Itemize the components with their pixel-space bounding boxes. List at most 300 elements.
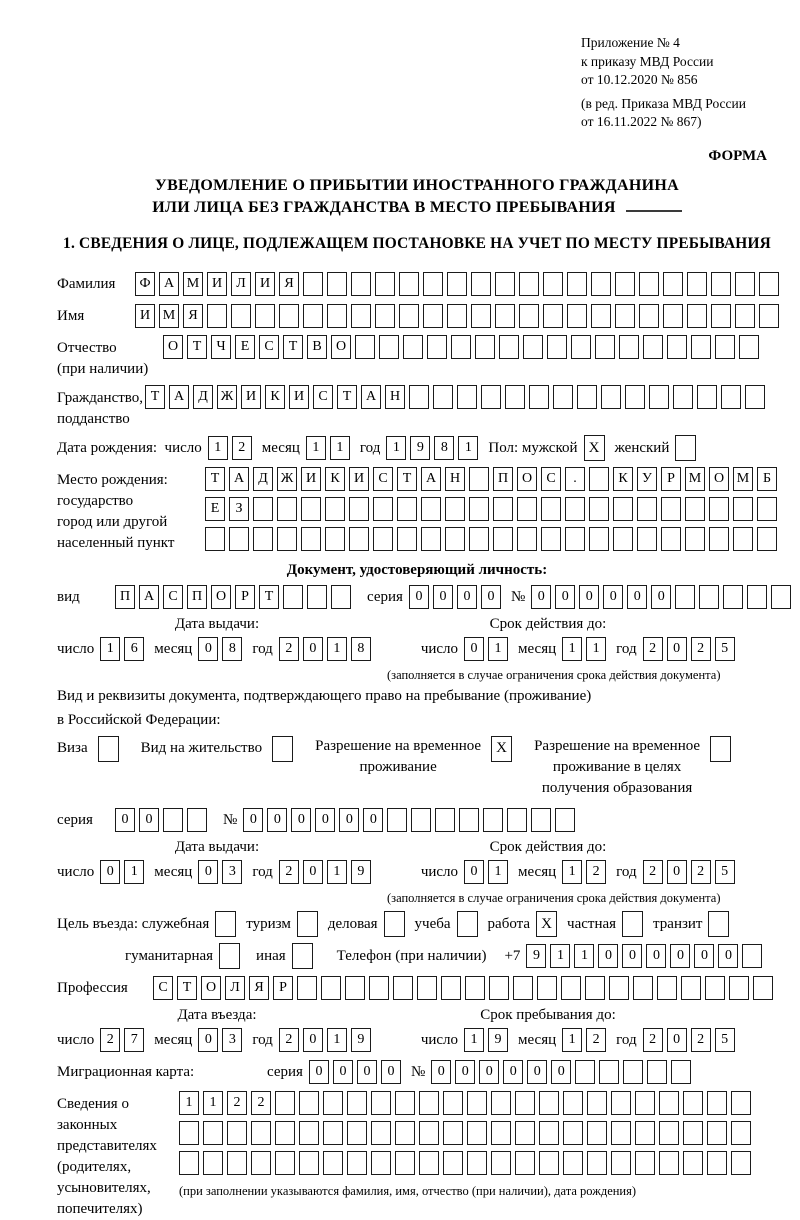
char-cell[interactable] — [673, 385, 693, 409]
char-cell[interactable] — [759, 304, 779, 328]
char-cell[interactable]: С — [373, 467, 393, 491]
char-cell[interactable] — [467, 1121, 487, 1145]
char-cell[interactable] — [723, 585, 743, 609]
char-cell[interactable] — [563, 1121, 583, 1145]
char-cell[interactable] — [663, 304, 683, 328]
char-cell[interactable] — [397, 497, 417, 521]
char-cell[interactable] — [423, 272, 443, 296]
char-cell[interactable]: 8 — [351, 637, 371, 661]
char-cell[interactable]: А — [229, 467, 249, 491]
char-cell[interactable] — [205, 527, 225, 551]
char-cell[interactable] — [345, 976, 365, 1000]
char-cell[interactable]: . — [565, 467, 585, 491]
char-cell[interactable] — [615, 272, 635, 296]
char-cell[interactable]: А — [361, 385, 381, 409]
char-cell[interactable]: 0 — [303, 1028, 323, 1052]
char-cell[interactable] — [639, 304, 659, 328]
char-cell[interactable] — [637, 497, 657, 521]
char-cell[interactable] — [721, 385, 741, 409]
char-cell[interactable]: 1 — [100, 637, 120, 661]
char-cell[interactable] — [539, 1091, 559, 1115]
char-cell[interactable] — [619, 335, 639, 359]
char-cell[interactable] — [327, 304, 347, 328]
char-cell[interactable] — [537, 976, 557, 1000]
char-cell[interactable]: 0 — [309, 1060, 329, 1084]
char-cell[interactable]: 1 — [586, 637, 606, 661]
char-cell[interactable] — [531, 808, 551, 832]
char-cell[interactable] — [349, 527, 369, 551]
temp-residence-option-checkbox[interactable]: X — [491, 736, 512, 762]
char-cell[interactable] — [539, 1121, 559, 1145]
char-cell[interactable] — [649, 385, 669, 409]
char-cell[interactable] — [229, 527, 249, 551]
char-cell[interactable]: 0 — [551, 1060, 571, 1084]
char-cell[interactable]: М — [685, 467, 705, 491]
char-cell[interactable]: Т — [177, 976, 197, 1000]
char-cell[interactable]: Р — [273, 976, 293, 1000]
char-cell[interactable]: Т — [259, 585, 279, 609]
char-cell[interactable]: 2 — [279, 1028, 299, 1052]
char-cell[interactable]: Т — [145, 385, 165, 409]
male-checkbox[interactable]: X — [584, 435, 605, 461]
char-cell[interactable] — [519, 272, 539, 296]
char-cell[interactable] — [647, 1060, 667, 1084]
char-cell[interactable] — [371, 1121, 391, 1145]
char-cell[interactable]: У — [637, 467, 657, 491]
char-cell[interactable]: 0 — [479, 1060, 499, 1084]
char-cell[interactable] — [255, 304, 275, 328]
char-cell[interactable]: 2 — [279, 860, 299, 884]
char-cell[interactable] — [325, 527, 345, 551]
char-cell[interactable]: 2 — [691, 860, 711, 884]
char-cell[interactable]: 1 — [327, 1028, 347, 1052]
char-cell[interactable] — [609, 976, 629, 1000]
char-cell[interactable] — [707, 1091, 727, 1115]
char-cell[interactable] — [615, 304, 635, 328]
char-cell[interactable]: 2 — [643, 860, 663, 884]
char-cell[interactable] — [187, 808, 207, 832]
char-cell[interactable]: 2 — [232, 436, 252, 460]
char-cell[interactable] — [589, 497, 609, 521]
char-cell[interactable] — [687, 272, 707, 296]
purpose-study-checkbox[interactable] — [457, 911, 478, 937]
char-cell[interactable]: В — [307, 335, 327, 359]
char-cell[interactable]: 0 — [409, 585, 429, 609]
char-cell[interactable] — [179, 1121, 199, 1145]
char-cell[interactable] — [469, 527, 489, 551]
char-cell[interactable]: А — [159, 272, 179, 296]
char-cell[interactable]: Я — [183, 304, 203, 328]
char-cell[interactable] — [323, 1121, 343, 1145]
char-cell[interactable]: 0 — [651, 585, 671, 609]
char-cell[interactable]: 1 — [208, 436, 228, 460]
char-cell[interactable] — [543, 272, 563, 296]
char-cell[interactable]: С — [259, 335, 279, 359]
char-cell[interactable] — [571, 335, 591, 359]
char-cell[interactable] — [683, 1091, 703, 1115]
char-cell[interactable] — [399, 304, 419, 328]
char-cell[interactable] — [483, 808, 503, 832]
char-cell[interactable]: 0 — [598, 944, 618, 968]
char-cell[interactable]: 1 — [124, 860, 144, 884]
char-cell[interactable] — [203, 1121, 223, 1145]
char-cell[interactable]: 2 — [279, 637, 299, 661]
char-cell[interactable]: И — [207, 272, 227, 296]
char-cell[interactable]: Б — [757, 467, 777, 491]
purpose-work-checkbox[interactable]: X — [536, 911, 557, 937]
char-cell[interactable]: 0 — [381, 1060, 401, 1084]
char-cell[interactable]: 5 — [715, 637, 735, 661]
char-cell[interactable]: 0 — [363, 808, 383, 832]
char-cell[interactable]: Я — [249, 976, 269, 1000]
char-cell[interactable]: 0 — [646, 944, 666, 968]
char-cell[interactable] — [351, 272, 371, 296]
char-cell[interactable]: П — [493, 467, 513, 491]
char-cell[interactable]: 1 — [574, 944, 594, 968]
char-cell[interactable]: Т — [205, 467, 225, 491]
char-cell[interactable]: М — [733, 467, 753, 491]
char-cell[interactable] — [375, 272, 395, 296]
char-cell[interactable]: 9 — [488, 1028, 508, 1052]
char-cell[interactable] — [633, 976, 653, 1000]
char-cell[interactable] — [371, 1091, 391, 1115]
char-cell[interactable]: К — [265, 385, 285, 409]
char-cell[interactable] — [639, 272, 659, 296]
char-cell[interactable]: 2 — [100, 1028, 120, 1052]
char-cell[interactable]: 0 — [243, 808, 263, 832]
char-cell[interactable] — [445, 497, 465, 521]
char-cell[interactable] — [279, 304, 299, 328]
char-cell[interactable] — [163, 808, 183, 832]
char-cell[interactable]: Н — [385, 385, 405, 409]
char-cell[interactable] — [659, 1121, 679, 1145]
char-cell[interactable] — [733, 527, 753, 551]
char-cell[interactable]: 2 — [586, 1028, 606, 1052]
char-cell[interactable] — [253, 527, 273, 551]
char-cell[interactable] — [507, 808, 527, 832]
char-cell[interactable]: П — [187, 585, 207, 609]
char-cell[interactable]: 1 — [562, 1028, 582, 1052]
char-cell[interactable] — [403, 335, 423, 359]
char-cell[interactable] — [611, 1091, 631, 1115]
char-cell[interactable] — [555, 808, 575, 832]
char-cell[interactable]: 0 — [339, 808, 359, 832]
char-cell[interactable] — [623, 1060, 643, 1084]
char-cell[interactable]: Р — [661, 467, 681, 491]
char-cell[interactable] — [515, 1091, 535, 1115]
char-cell[interactable] — [475, 335, 495, 359]
purpose-transit-checkbox[interactable] — [708, 911, 729, 937]
char-cell[interactable]: М — [159, 304, 179, 328]
char-cell[interactable]: 1 — [550, 944, 570, 968]
char-cell[interactable] — [733, 497, 753, 521]
char-cell[interactable]: И — [289, 385, 309, 409]
char-cell[interactable] — [643, 335, 663, 359]
char-cell[interactable] — [739, 335, 759, 359]
char-cell[interactable] — [735, 304, 755, 328]
char-cell[interactable] — [297, 976, 317, 1000]
char-cell[interactable] — [469, 497, 489, 521]
char-cell[interactable] — [731, 1091, 751, 1115]
char-cell[interactable]: 2 — [643, 1028, 663, 1052]
char-cell[interactable]: 5 — [715, 860, 735, 884]
char-cell[interactable]: 1 — [386, 436, 406, 460]
char-cell[interactable]: И — [349, 467, 369, 491]
char-cell[interactable]: 0 — [303, 860, 323, 884]
char-cell[interactable] — [543, 304, 563, 328]
purpose-official-checkbox[interactable] — [215, 911, 236, 937]
char-cell[interactable] — [637, 527, 657, 551]
char-cell[interactable] — [519, 304, 539, 328]
char-cell[interactable]: Ж — [277, 467, 297, 491]
char-cell[interactable] — [369, 976, 389, 1000]
char-cell[interactable] — [277, 497, 297, 521]
char-cell[interactable] — [613, 497, 633, 521]
char-cell[interactable]: Я — [279, 272, 299, 296]
char-cell[interactable] — [323, 1091, 343, 1115]
char-cell[interactable]: 0 — [357, 1060, 377, 1084]
char-cell[interactable] — [467, 1091, 487, 1115]
char-cell[interactable] — [661, 527, 681, 551]
char-cell[interactable]: К — [325, 467, 345, 491]
char-cell[interactable] — [699, 585, 719, 609]
char-cell[interactable] — [709, 527, 729, 551]
char-cell[interactable] — [419, 1091, 439, 1115]
char-cell[interactable]: 9 — [351, 1028, 371, 1052]
char-cell[interactable]: 0 — [464, 637, 484, 661]
char-cell[interactable] — [443, 1091, 463, 1115]
char-cell[interactable] — [709, 497, 729, 521]
char-cell[interactable] — [445, 527, 465, 551]
char-cell[interactable] — [567, 272, 587, 296]
char-cell[interactable]: Д — [193, 385, 213, 409]
char-cell[interactable]: И — [301, 467, 321, 491]
char-cell[interactable]: И — [255, 272, 275, 296]
char-cell[interactable] — [747, 585, 767, 609]
char-cell[interactable] — [547, 335, 567, 359]
char-cell[interactable] — [691, 335, 711, 359]
char-cell[interactable]: Т — [187, 335, 207, 359]
char-cell[interactable] — [231, 304, 251, 328]
char-cell[interactable] — [283, 585, 303, 609]
char-cell[interactable] — [495, 272, 515, 296]
char-cell[interactable]: 0 — [431, 1060, 451, 1084]
char-cell[interactable]: 9 — [410, 436, 430, 460]
char-cell[interactable]: А — [139, 585, 159, 609]
char-cell[interactable] — [351, 304, 371, 328]
char-cell[interactable] — [517, 497, 537, 521]
char-cell[interactable]: 0 — [670, 944, 690, 968]
char-cell[interactable]: Ж — [217, 385, 237, 409]
char-cell[interactable] — [395, 1121, 415, 1145]
char-cell[interactable] — [471, 272, 491, 296]
char-cell[interactable]: 1 — [562, 637, 582, 661]
char-cell[interactable] — [277, 527, 297, 551]
char-cell[interactable]: 0 — [455, 1060, 475, 1084]
char-cell[interactable]: 0 — [464, 860, 484, 884]
char-cell[interactable] — [299, 1121, 319, 1145]
char-cell[interactable] — [707, 1121, 727, 1145]
char-cell[interactable]: 8 — [222, 637, 242, 661]
char-cell[interactable]: 0 — [115, 808, 135, 832]
char-cell[interactable]: А — [169, 385, 189, 409]
char-cell[interactable] — [469, 467, 489, 491]
char-cell[interactable]: 0 — [622, 944, 642, 968]
char-cell[interactable]: 2 — [691, 1028, 711, 1052]
char-cell[interactable]: 3 — [222, 860, 242, 884]
char-cell[interactable] — [657, 976, 677, 1000]
char-cell[interactable]: О — [709, 467, 729, 491]
char-cell[interactable]: 0 — [627, 585, 647, 609]
char-cell[interactable]: М — [183, 272, 203, 296]
char-cell[interactable]: 0 — [198, 637, 218, 661]
char-cell[interactable]: 1 — [179, 1091, 199, 1115]
char-cell[interactable]: 1 — [327, 637, 347, 661]
char-cell[interactable] — [675, 585, 695, 609]
char-cell[interactable] — [513, 976, 533, 1000]
char-cell[interactable] — [379, 335, 399, 359]
char-cell[interactable]: О — [331, 335, 351, 359]
char-cell[interactable] — [697, 385, 717, 409]
char-cell[interactable] — [465, 976, 485, 1000]
char-cell[interactable]: Д — [253, 467, 273, 491]
char-cell[interactable]: П — [115, 585, 135, 609]
char-cell[interactable]: 0 — [315, 808, 335, 832]
purpose-tourism-checkbox[interactable] — [297, 911, 318, 937]
temp-residence-edu-option-checkbox[interactable] — [710, 736, 731, 762]
char-cell[interactable] — [515, 1121, 535, 1145]
char-cell[interactable] — [757, 497, 777, 521]
char-cell[interactable]: Т — [337, 385, 357, 409]
char-cell[interactable] — [711, 272, 731, 296]
char-cell[interactable] — [735, 272, 755, 296]
char-cell[interactable]: О — [211, 585, 231, 609]
char-cell[interactable] — [585, 976, 605, 1000]
char-cell[interactable] — [373, 497, 393, 521]
char-cell[interactable]: Ч — [211, 335, 231, 359]
char-cell[interactable]: 9 — [351, 860, 371, 884]
char-cell[interactable] — [561, 976, 581, 1000]
char-cell[interactable] — [563, 1091, 583, 1115]
char-cell[interactable]: Р — [235, 585, 255, 609]
char-cell[interactable] — [251, 1121, 271, 1145]
char-cell[interactable]: Н — [445, 467, 465, 491]
char-cell[interactable] — [635, 1091, 655, 1115]
purpose-other-checkbox[interactable] — [292, 943, 313, 969]
char-cell[interactable]: З — [229, 497, 249, 521]
char-cell[interactable] — [601, 385, 621, 409]
char-cell[interactable] — [759, 272, 779, 296]
char-cell[interactable] — [711, 304, 731, 328]
char-cell[interactable] — [771, 585, 791, 609]
char-cell[interactable] — [347, 1121, 367, 1145]
char-cell[interactable] — [681, 976, 701, 1000]
char-cell[interactable]: 1 — [306, 436, 326, 460]
char-cell[interactable] — [683, 1121, 703, 1145]
char-cell[interactable] — [481, 385, 501, 409]
char-cell[interactable] — [307, 585, 327, 609]
char-cell[interactable]: С — [313, 385, 333, 409]
char-cell[interactable]: Т — [397, 467, 417, 491]
char-cell[interactable] — [441, 976, 461, 1000]
char-cell[interactable] — [635, 1121, 655, 1145]
char-cell[interactable]: 1 — [488, 860, 508, 884]
char-cell[interactable] — [489, 976, 509, 1000]
char-cell[interactable] — [419, 1121, 439, 1145]
char-cell[interactable] — [451, 335, 471, 359]
visa-option-checkbox[interactable] — [98, 736, 119, 762]
char-cell[interactable] — [671, 1060, 691, 1084]
char-cell[interactable] — [599, 1060, 619, 1084]
char-cell[interactable] — [227, 1121, 247, 1145]
char-cell[interactable]: 0 — [100, 860, 120, 884]
char-cell[interactable]: 0 — [267, 808, 287, 832]
char-cell[interactable]: 0 — [667, 860, 687, 884]
char-cell[interactable] — [517, 527, 537, 551]
char-cell[interactable] — [301, 527, 321, 551]
char-cell[interactable]: 1 — [203, 1091, 223, 1115]
char-cell[interactable]: 2 — [691, 637, 711, 661]
char-cell[interactable] — [421, 527, 441, 551]
char-cell[interactable] — [349, 497, 369, 521]
char-cell[interactable] — [685, 527, 705, 551]
char-cell[interactable]: 0 — [303, 637, 323, 661]
char-cell[interactable] — [493, 527, 513, 551]
char-cell[interactable] — [347, 1091, 367, 1115]
char-cell[interactable]: 9 — [526, 944, 546, 968]
char-cell[interactable] — [355, 335, 375, 359]
char-cell[interactable] — [373, 527, 393, 551]
char-cell[interactable] — [745, 385, 765, 409]
char-cell[interactable] — [661, 497, 681, 521]
residence-permit-option-checkbox[interactable] — [272, 736, 293, 762]
char-cell[interactable] — [417, 976, 437, 1000]
char-cell[interactable] — [742, 944, 762, 968]
char-cell[interactable]: И — [241, 385, 261, 409]
char-cell[interactable] — [611, 1121, 631, 1145]
char-cell[interactable] — [491, 1091, 511, 1115]
char-cell[interactable] — [495, 304, 515, 328]
char-cell[interactable] — [423, 304, 443, 328]
char-cell[interactable] — [399, 272, 419, 296]
char-cell[interactable]: 1 — [464, 1028, 484, 1052]
char-cell[interactable] — [567, 304, 587, 328]
char-cell[interactable] — [207, 304, 227, 328]
char-cell[interactable] — [397, 527, 417, 551]
char-cell[interactable]: Л — [231, 272, 251, 296]
char-cell[interactable] — [491, 1121, 511, 1145]
char-cell[interactable] — [299, 1091, 319, 1115]
char-cell[interactable] — [447, 272, 467, 296]
char-cell[interactable] — [575, 1060, 595, 1084]
char-cell[interactable] — [613, 527, 633, 551]
char-cell[interactable] — [409, 385, 429, 409]
char-cell[interactable]: 0 — [139, 808, 159, 832]
char-cell[interactable]: А — [421, 467, 441, 491]
char-cell[interactable] — [375, 304, 395, 328]
char-cell[interactable] — [443, 1121, 463, 1145]
char-cell[interactable]: 1 — [327, 860, 347, 884]
char-cell[interactable]: О — [163, 335, 183, 359]
char-cell[interactable] — [433, 385, 453, 409]
char-cell[interactable] — [659, 1091, 679, 1115]
char-cell[interactable] — [541, 497, 561, 521]
char-cell[interactable] — [589, 527, 609, 551]
char-cell[interactable] — [435, 808, 455, 832]
char-cell[interactable]: Е — [235, 335, 255, 359]
char-cell[interactable] — [301, 497, 321, 521]
char-cell[interactable] — [411, 808, 431, 832]
